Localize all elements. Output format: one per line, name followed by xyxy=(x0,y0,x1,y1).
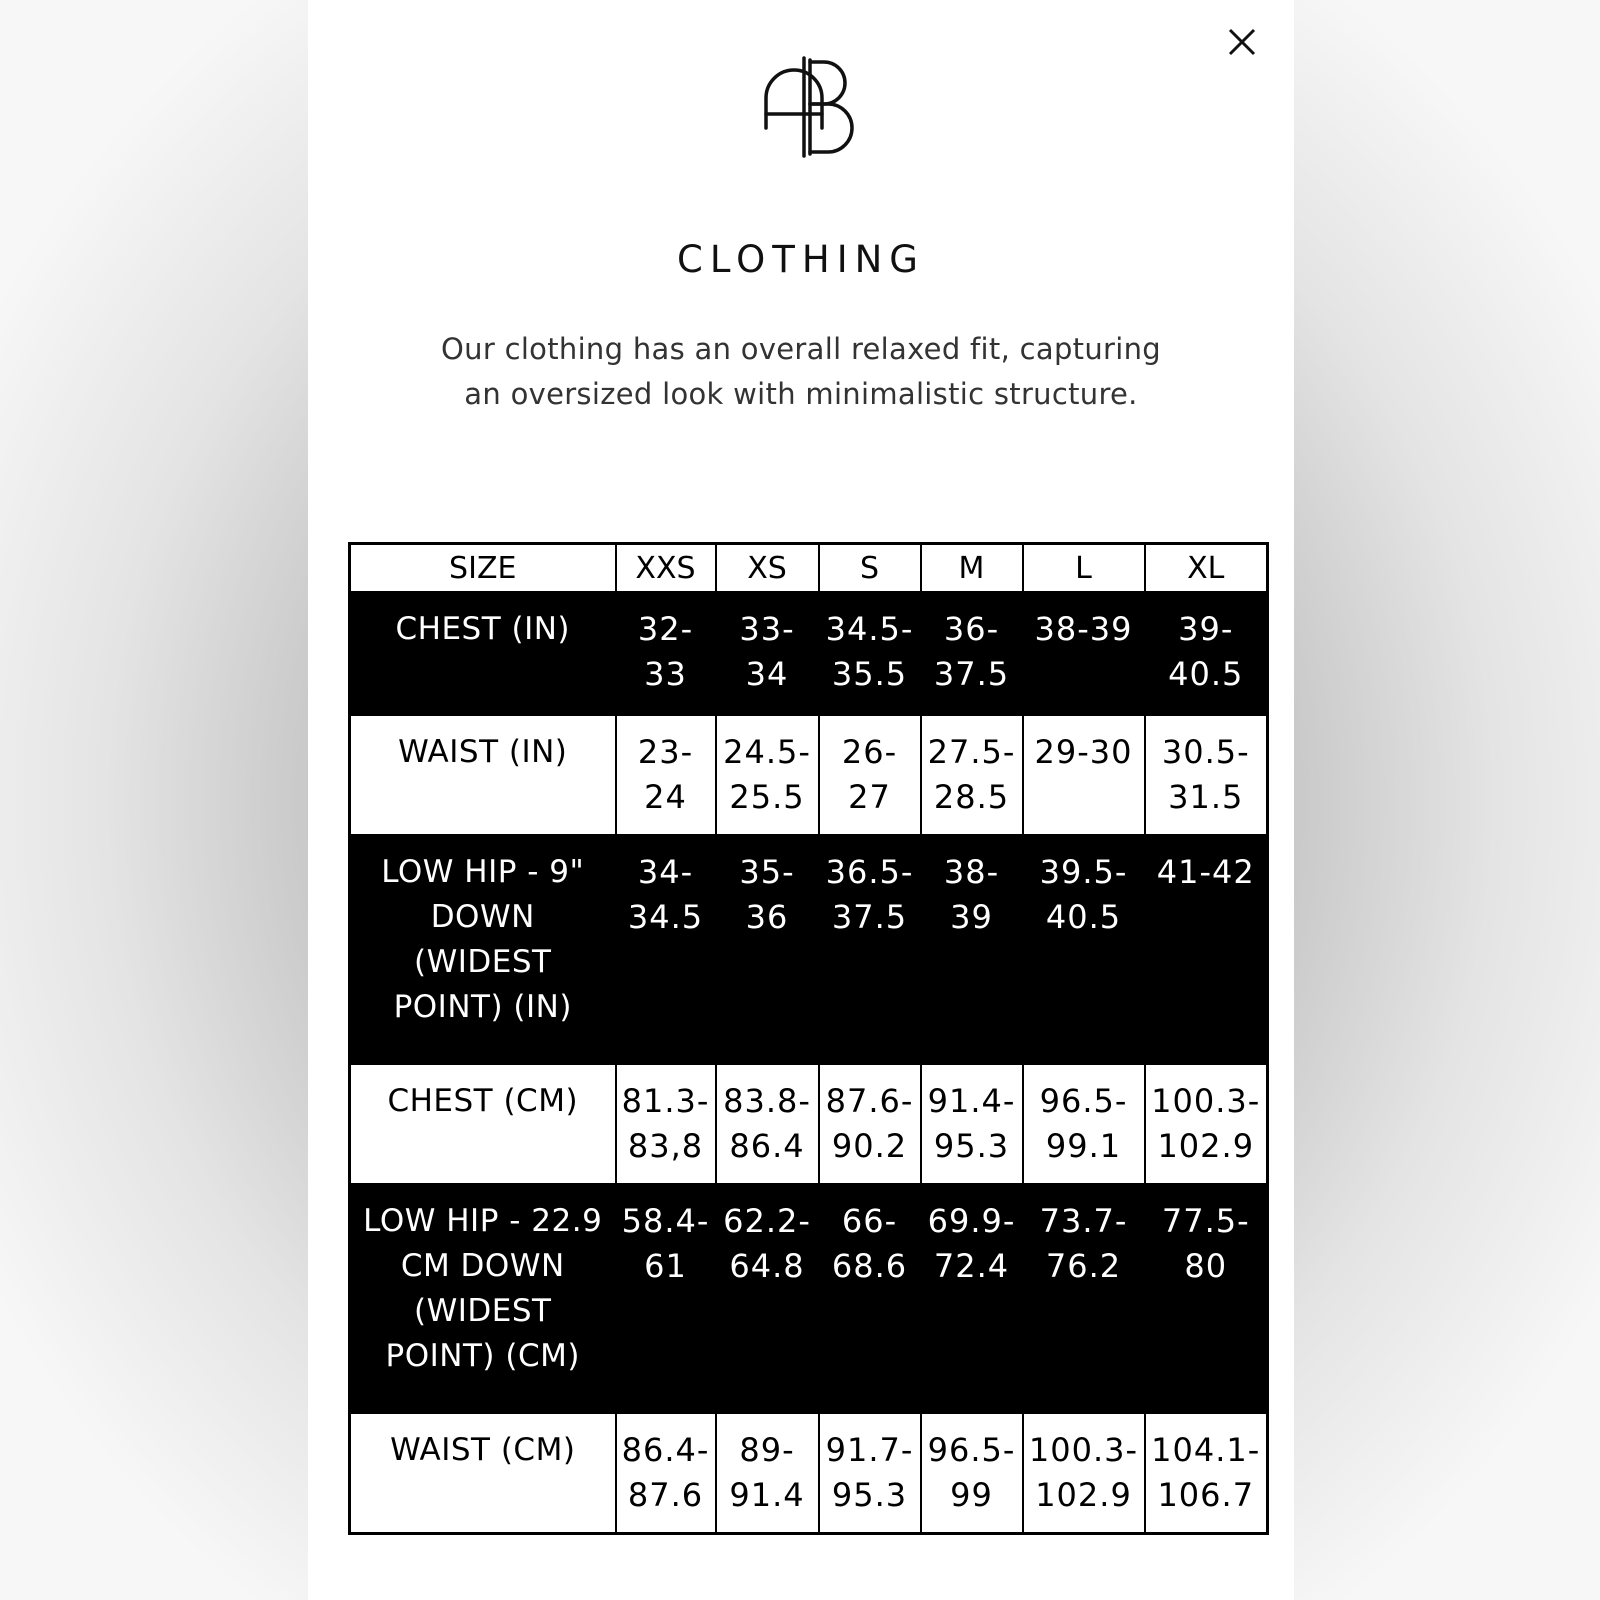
header-m: M xyxy=(921,544,1023,593)
table-cell: 32- 33 xyxy=(616,592,716,715)
table-cell: 81.3- 83,8 xyxy=(616,1064,716,1184)
table-row-chest-in xyxy=(350,592,1268,715)
table-cell: 91.7- 95.3 xyxy=(819,1413,921,1534)
row-label: LOW HIP - 9" DOWN (WIDEST POINT) (IN) xyxy=(350,835,616,1064)
page-title: CLOTHING xyxy=(677,238,925,281)
table-cell: 39- 40.5 xyxy=(1145,592,1268,715)
table-cell: 58.4- 61 xyxy=(616,1184,716,1413)
table-cell: 86.4- 87.6 xyxy=(616,1413,716,1534)
table-cell: 30.5- 31.5 xyxy=(1145,715,1268,835)
table-cell: 73.7- 76.2 xyxy=(1023,1184,1145,1413)
table-cell: 100.3- 102.9 xyxy=(1023,1413,1145,1534)
table-cell: 27.5- 28.5 xyxy=(921,715,1023,835)
table-cell: 66- 68.6 xyxy=(819,1184,921,1413)
table-cell: 34- 34.5 xyxy=(616,835,716,1064)
table-cell: 91.4- 95.3 xyxy=(921,1064,1023,1184)
brand-logo-icon xyxy=(762,56,854,160)
fit-description: Our clothing has an overall relaxed fit, capturing an oversized look with minimalistic structure. xyxy=(441,332,1161,411)
row-label: CHEST (CM) xyxy=(350,1064,616,1184)
row-label: WAIST (CM) xyxy=(350,1413,616,1534)
table-cell: 33- 34 xyxy=(716,592,819,715)
header-xl: XL xyxy=(1145,544,1268,593)
header-xxs: XXS xyxy=(616,544,716,593)
table-cell: 62.2- 64.8 xyxy=(716,1184,819,1413)
header-size: SIZE xyxy=(350,544,616,593)
table-row-waist-in xyxy=(350,715,1268,835)
table-cell: 38-39 xyxy=(1023,592,1145,715)
table-cell: 26- 27 xyxy=(819,715,921,835)
table-cell: 100.3- 102.9 xyxy=(1145,1064,1268,1184)
table-row-low-hip-in xyxy=(350,835,1268,1064)
row-label: WAIST (IN) xyxy=(350,715,616,835)
size-chart-table xyxy=(348,542,1269,1535)
table-cell: 104.1- 106.7 xyxy=(1145,1413,1268,1534)
table-cell: 29-30 xyxy=(1023,715,1145,835)
size-header-row xyxy=(350,544,1268,593)
row-label: LOW HIP - 22.9 CM DOWN (WIDEST POINT) (CM) xyxy=(350,1184,616,1413)
table-cell: 39.5- 40.5 xyxy=(1023,835,1145,1064)
row-label: CHEST (IN) xyxy=(350,592,616,715)
table-cell: 34.5- 35.5 xyxy=(819,592,921,715)
header-l: L xyxy=(1023,544,1145,593)
table-cell: 96.5- 99 xyxy=(921,1413,1023,1534)
header-s: S xyxy=(819,544,921,593)
table-cell: 96.5- 99.1 xyxy=(1023,1064,1145,1184)
table-cell: 35- 36 xyxy=(716,835,819,1064)
table-cell: 38- 39 xyxy=(921,835,1023,1064)
table-row-low-hip-cm xyxy=(350,1184,1268,1413)
table-cell: 87.6- 90.2 xyxy=(819,1064,921,1184)
table-cell: 24.5- 25.5 xyxy=(716,715,819,835)
table-cell: 89- 91.4 xyxy=(716,1413,819,1534)
table-cell: 77.5- 80 xyxy=(1145,1184,1268,1413)
close-icon[interactable] xyxy=(1222,22,1262,62)
table-cell: 36.5- 37.5 xyxy=(819,835,921,1064)
table-cell: 23- 24 xyxy=(616,715,716,835)
table-cell: 83.8- 86.4 xyxy=(716,1064,819,1184)
table-row-chest-cm xyxy=(350,1064,1268,1184)
table-cell: 36- 37.5 xyxy=(921,592,1023,715)
table-row-waist-cm xyxy=(350,1413,1268,1534)
table-cell: 69.9- 72.4 xyxy=(921,1184,1023,1413)
close-button[interactable] xyxy=(1222,22,1262,62)
header-xs: XS xyxy=(716,544,819,593)
table-cell: 41-42 xyxy=(1145,835,1268,1064)
